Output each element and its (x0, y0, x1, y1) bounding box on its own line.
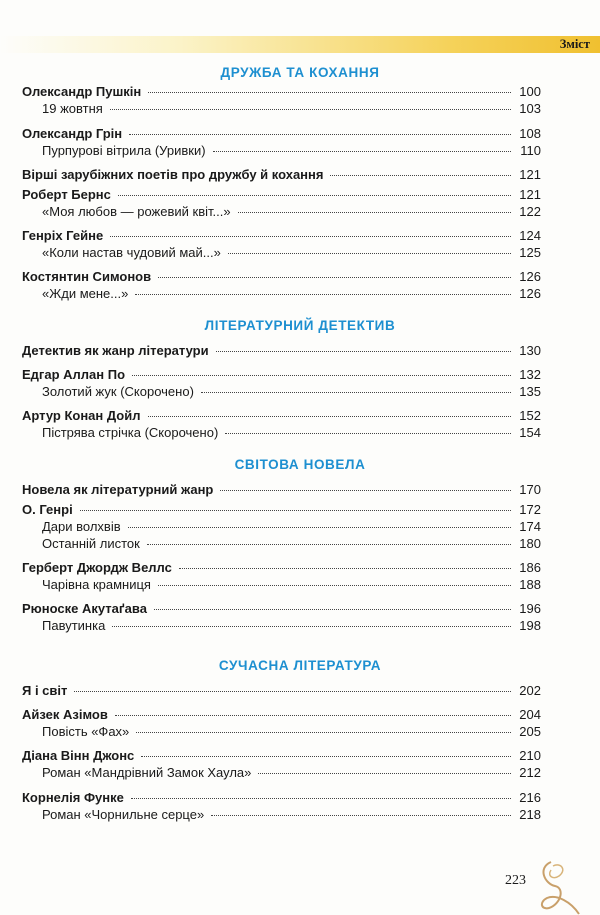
toc-entry[interactable] (22, 683, 541, 699)
dot-leader (129, 134, 511, 135)
entry-page: 103 (519, 101, 541, 116)
entry-title: Новела як літературний жанр (22, 482, 214, 497)
toc-entry[interactable] (22, 601, 541, 617)
entry-title: Рюноске Акутаґава (22, 601, 147, 616)
toc-entry[interactable] (22, 502, 541, 518)
entry-title: Корнелія Функе (22, 790, 124, 805)
dot-leader (74, 691, 511, 692)
entry-page: 172 (519, 502, 541, 517)
dot-leader (330, 175, 511, 176)
entry-page: 154 (519, 425, 541, 440)
dot-leader (228, 253, 511, 254)
dot-leader (147, 544, 511, 545)
dot-leader (141, 756, 511, 757)
entry-title: Пурпурові вітрила (Уривки) (42, 143, 206, 158)
toc-entry[interactable] (42, 384, 541, 400)
page-number: 223 (505, 873, 526, 888)
entry-page: 130 (519, 343, 541, 358)
entry-title: 19 жовтня (42, 101, 103, 116)
entry-page: 180 (519, 536, 541, 551)
toc-entry[interactable] (22, 187, 541, 203)
entry-page: 108 (519, 126, 541, 141)
entry-page: 216 (519, 790, 541, 805)
entry-page: 202 (519, 683, 541, 698)
entry-title: «Коли настав чудовий май...» (42, 245, 221, 260)
dot-leader (110, 109, 511, 110)
entry-page: 174 (519, 519, 541, 534)
entry-title: Пістрява стрічка (Скорочено) (42, 425, 219, 440)
entry-title: «Жди мене...» (42, 286, 129, 301)
entry-page: 204 (519, 707, 541, 722)
entry-title: «Моя любов — рожевий квіт...» (42, 204, 231, 219)
dot-leader (112, 626, 511, 627)
entry-title: Герберт Джордж Веллс (22, 560, 172, 575)
entry-page: 126 (519, 286, 541, 301)
toc-entry[interactable] (22, 343, 541, 359)
dot-leader (154, 609, 511, 610)
entry-page: 218 (519, 807, 541, 822)
toc-entry[interactable] (22, 707, 541, 723)
section-title: СВІТОВА НОВЕЛА (234, 457, 366, 472)
toc-entry[interactable] (42, 765, 541, 781)
entry-title: О. Генрі (22, 502, 73, 517)
entry-title: Детектив як жанр літератури (22, 343, 209, 358)
toc-entry[interactable] (22, 408, 541, 424)
dot-leader (118, 195, 511, 196)
dot-leader (225, 433, 511, 434)
toc-entry[interactable] (42, 286, 541, 302)
entry-page: 198 (519, 618, 541, 633)
dot-leader (220, 490, 511, 491)
toc-entry[interactable] (22, 748, 541, 764)
entry-title: Артур Конан Дойл (22, 408, 141, 423)
ornament-swirl-icon (531, 858, 591, 915)
dot-leader (211, 815, 511, 816)
dot-leader (115, 715, 511, 716)
dot-leader (131, 798, 511, 799)
entry-title: Костянтин Симонов (22, 269, 152, 284)
toc-entry[interactable] (42, 245, 541, 261)
dot-leader (148, 416, 512, 417)
dot-leader (179, 568, 511, 569)
toc-entry[interactable] (22, 167, 541, 183)
entry-title: Роберт Бернс (22, 187, 111, 202)
entry-page: 132 (519, 367, 541, 382)
dot-leader (128, 527, 511, 528)
toc-entry[interactable] (42, 577, 541, 593)
dot-leader (110, 236, 511, 237)
dot-leader (158, 585, 511, 586)
toc-entry[interactable] (42, 204, 541, 220)
dot-leader (80, 510, 511, 511)
dot-leader (216, 351, 511, 352)
entry-page: 186 (519, 560, 541, 575)
dot-leader (148, 92, 511, 93)
section-title: ЛІТЕРАТУРНИЙ ДЕТЕКТИВ (204, 318, 396, 333)
toc-entry[interactable] (22, 228, 541, 244)
entry-title: Вірші зарубіжних поетів про дружбу й кохання (22, 167, 324, 182)
entry-page: 121 (519, 167, 541, 182)
dot-leader (238, 212, 511, 213)
toc-entry[interactable] (22, 560, 541, 576)
header-band (0, 36, 600, 53)
dot-leader (258, 773, 511, 774)
entry-page: 196 (519, 601, 541, 616)
entry-page: 205 (519, 724, 541, 739)
entry-title: Останній листок (42, 536, 140, 551)
entry-title: Діана Вінн Джонс (22, 748, 135, 763)
entry-title: Золотий жук (Скорочено) (42, 384, 194, 399)
entry-title: Едгар Аллан По (22, 367, 126, 382)
entry-page: 100 (519, 84, 541, 99)
toc-entry[interactable] (22, 790, 541, 806)
entry-page: 125 (519, 245, 541, 260)
entry-page: 110 (520, 143, 541, 158)
entry-title: Олександр Грін (22, 126, 123, 141)
toc-entry[interactable] (22, 269, 541, 285)
entry-page: 121 (519, 187, 541, 202)
entry-page: 126 (519, 269, 541, 284)
entry-page: 135 (519, 384, 541, 399)
entry-page: 212 (519, 765, 541, 780)
dot-leader (136, 732, 511, 733)
dot-leader (158, 277, 511, 278)
entry-page: 170 (519, 482, 541, 497)
entry-title: Повість «Фах» (42, 724, 130, 739)
toc-entry[interactable] (22, 126, 541, 142)
entry-page: 122 (519, 204, 541, 219)
toc-entry[interactable] (42, 101, 541, 117)
entry-title: Роман «Чорнильне серце» (42, 807, 205, 822)
entry-title: Чарівна крамниця (42, 577, 151, 592)
entry-title: Я і світ (22, 683, 68, 698)
section-title: ДРУЖБА ТА КОХАННЯ (220, 65, 380, 80)
entry-page: 210 (519, 748, 541, 763)
entry-page: 124 (519, 228, 541, 243)
dot-leader (213, 151, 511, 152)
entry-title: Айзек Азімов (22, 707, 108, 722)
entry-page: 152 (519, 408, 541, 423)
dot-leader (132, 375, 511, 376)
entry-title: Роман «Мандрівний Замок Хаула» (42, 765, 252, 780)
toc-entry[interactable] (22, 482, 541, 498)
entry-title: Дари волхвів (42, 519, 121, 534)
toc-entry[interactable] (42, 536, 541, 552)
entry-page: 188 (519, 577, 541, 592)
toc-entry[interactable] (42, 143, 541, 159)
toc-entry[interactable] (22, 84, 541, 100)
toc-entry[interactable] (42, 724, 541, 740)
entry-title: Павутинка (42, 618, 106, 633)
entry-title: Олександр Пушкін (22, 84, 142, 99)
toc-entry[interactable] (42, 425, 541, 441)
toc-entry[interactable] (42, 519, 541, 535)
dot-leader (201, 392, 511, 393)
dot-leader (135, 294, 511, 295)
header-label: Зміст (559, 37, 590, 51)
section-title: СУЧАСНА ЛІТЕРАТУРА (218, 658, 382, 673)
toc-entry[interactable] (42, 618, 541, 634)
toc-entry[interactable] (22, 367, 541, 383)
toc-entry[interactable] (42, 807, 541, 823)
entry-title: Генріх Гейне (22, 228, 104, 243)
